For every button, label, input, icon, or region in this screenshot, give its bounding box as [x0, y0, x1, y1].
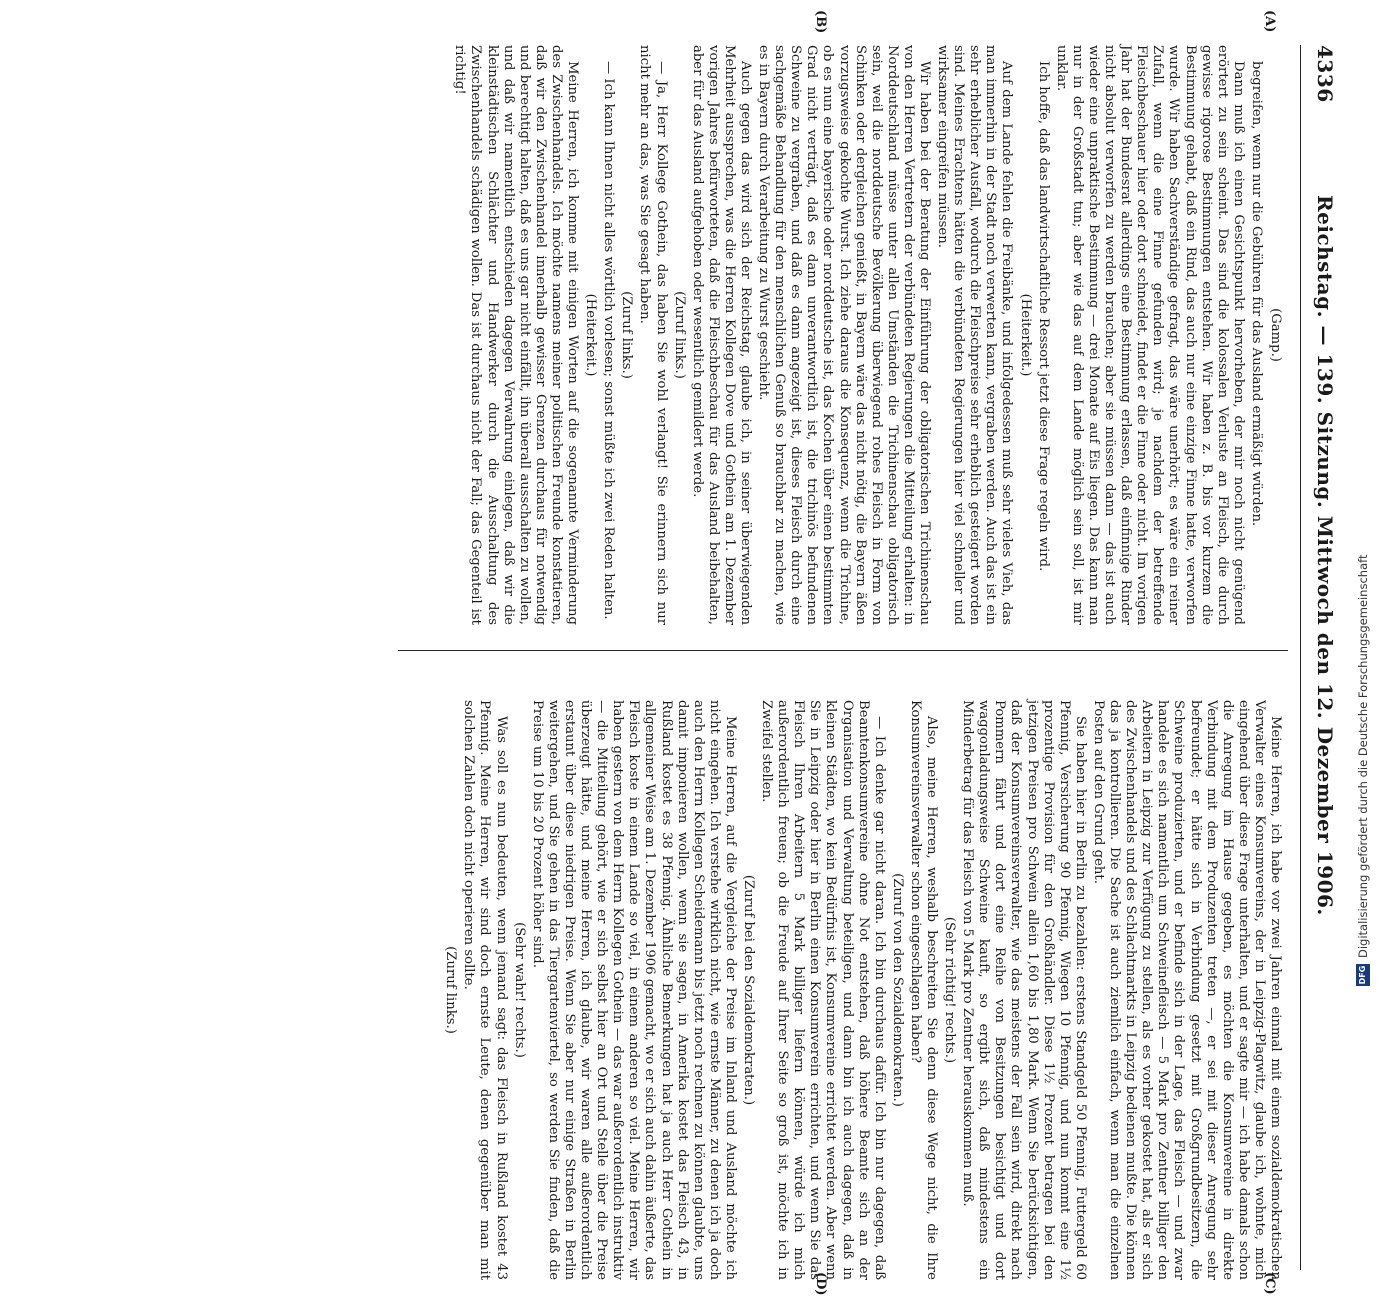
margin-mark-a: (A) [1262, 10, 1277, 33]
speaker-label: (Gamp.) [1268, 308, 1283, 362]
interjection: (Heiterkeit.) [1017, 293, 1033, 377]
paragraph: Also, meine Herren, weshalb beschreiten Sie denn diese Wege nicht, die Ihre Konsumvereinsverwalter schon eingeschlagen haben? [907, 700, 940, 1280]
paragraph: — Ich denke gar nicht daran. Ich bin durchaus dafür. Ich bin nur dagegen, daß Beamtenkonsumvereine ohne Not entstehen, daß höhere Beamte sich an der Organisation und Verwaltung beteiligen, und dann bin ich auch dagegen, daß in kleinen Städten, wo kein Bedürfnis ist, Konsumvereine errichtet werden. Aber wenn Sie in Leipzig oder hier in Berlin einen Konsumverein errichten, und wenn Sie das Fleisch Ihren Arbeitern 5 Mark billiger liefern können, würde ich mich außerordentlich freuen; ob die Freude auf Ihrer Seite so groß ist, möchte ich in Zweifel stellen. [759, 700, 887, 1280]
paragraph: Auch gegen das wird sich der Reichstag, glaube ich, in seiner überwiegenden Mehrheit aussprechen, was die Herren Kollegen Dove und Gothein am 1. Dezember vorigen Jahres befürworteten, daß die Fleischbeschau für das Ausland beibehalten, aber für das Ausland aufgehoben oder wesentlich gemildert werde. [689, 45, 753, 625]
paragraph: Ich hoffe, daß das landwirtschaftliche Ressort jetzt diese Frage regeln wird. [1035, 61, 1051, 572]
interjection: (Heiterkeit.) [583, 293, 599, 377]
interjection: (Zuruf links.) [443, 946, 459, 1034]
interjection: (Sehr richtig! rechts.) [942, 916, 958, 1064]
margin-mark-b: (B) [813, 10, 828, 34]
right-text-column [440, 700, 1283, 1280]
interjection: (Sehr wahr! rechts.) [511, 922, 527, 1058]
interjection: (Zuruf bei den Sozialdemokraten.) [741, 874, 756, 1106]
paragraph: — Ich kann Ihnen nicht alles wörtlich vorlesen; sonst müßte ich zwei Reden halten. [601, 61, 617, 620]
paragraph: Dann muß ich einen Gesichtspunkt hervorheben, der mir noch nicht genügend erörtert zu sein scheint. Das sind die kolossalen Verluste an Fleisch, die durch gewisse rigorose Bestimmungen entstehen. Wir haben z. B. bis vor kurzem die Bestimmung gehabt, daß ein Rind, das auch nur eine einzige Finne hatte, verworfen wurde. Wir haben Sachverständige gefragt, das wäre unerhört; es wäre ein reiner Zufall, wenn die eine Finne gefunden wird; je nachdem der betreffende Fleischbeschauer hier oder dort schneidet, findet er die Finne oder nicht. Im vorigen Jahr hat der Bundesrat allerdings eine Bestimmung erlassen, daß einfinnige Rinder nicht absolut verworfen zu werden brauchen; aber sie müssen dann — das ist auch wieder eine unpraktische Bestimmung — drei Monate auf Eis liegen. Das kann man nur in der Großstadt tun; aber wie das auf dem Lande möglich sein soll, ist mir unklar. [1053, 45, 1246, 625]
footer-text: Digitalisierung gefördert durch die Deutsche Forschungsgemeinschaft [1356, 554, 1370, 958]
paragraph: Sie haben hier in Berlin zu bezahlen: erstens Standgeld 50 Pfennig, Futtergeld 60 Pfennig, Versicherung 90 Pfennig, Wiegen 10 Pfennig, und nun kommt eine 1½ prozentige Provision für den Großhändler. Diese 1½ Prozent betragen bei den jetzigen Preisen pro Schwein allein 1,60 bis 1,80 Mark. Wenn Sie berücksichtigen, daß der Konsumvereinsverwalter, wie das meistens der Fall sein wird, direkt nach Pommern fährt und dort eine Reihe von Besitzungen besichtigt und dort waggonladungsweise Schweine kauft, so ergibt sich, daß mindestens ein Minderbetrag für das Fleisch von 5 Mark pro Zentner herauskommen muß. [960, 700, 1088, 1280]
paragraph: Wir haben bei der Beratung der Einführung der obligatorischen Trichinenschau von den Herren Vertretern der verbündeten Regierungen die Mitteilung erhalten: in Norddeutschland müsse unter allen Umständen die Trichinenschau obligatorisch sein, weil die norddeutsche Bevölkerung überwiegend rohes Fleisch in Form von Schinken oder dergleichen genießt, in Bayern wäre das nicht nötig, die Bayern äßen vorzugsweise gekochte Wurst. Ich ziehe daraus die Konsequenz, wenn die Trichine, ob es nun eine bayerische oder norddeutsche ist, das Kochen über einen bestimmten Grad nicht verträgt, daß es dann unverantwortlich ist, die trichinös befundenen Schweine zu vergraben, und daß es dann angezeigt ist, dieses Fleisch durch eine sachgemäße Behandlung für den menschlichen Genuß so brauchbar zu machen, wie es in Bayern durch Verarbeitung zu Wurst geschieht. [756, 45, 933, 625]
running-title: Reichstag. — 139. Sitzung. Mittwoch den 12. Dezember 1906. [1313, 195, 1337, 916]
paragraph: — Ja, Herr Kollege Gothein, das haben Sie wohl verlangt! Sie erinnern sich nur nicht mehr an das, was Sie gesagt haben. [637, 45, 669, 625]
header-rule [1300, 45, 1301, 1270]
interjection: (Zuruf links.) [671, 291, 687, 379]
paragraph: Auf dem Lande fehlen die Freibänke, und infolgedessen muß sehr vieles Vieh, das man immerhin in der Stadt noch verwerten kann, vergraben werden. Auch das ist ein sehr erheblicher Ausfall, wodurch die Fleischpreise sehr erheblich gesteigert worden sind. Meines Erachtens hätten die verbündeten Regierungen hier viel schneller und wirksamer eingreifen müssen. [935, 45, 1015, 625]
margin-mark-d: (D) [813, 1272, 828, 1296]
paragraph: Meine Herren, ich komme mit einigen Worten auf die sogenannte Verminderung des Zwischenhandels. Ich möchte namens meiner politischen Freunde konstatieren, daß wir den Zwischenhandel innerhalb gewisser Grenzen durchaus für notwendig und berechtigt halten, daß es uns gar nicht einfällt, ihn überall ausschalten zu wollen, und daß wir namentlich entschieden dagegen Verwahrung einlegen, daß wir die kleinstädtischen Schlächter und Handwerker durch die Ausschaltung des Zwischenhandels schädigen wollen. Das ist durchaus nicht der Fall; das Gegenteil ist richtig! [452, 45, 581, 625]
column-divider [398, 650, 1288, 651]
left-text-column [449, 45, 1283, 625]
interjection: (Zuruf von den Sozialdemokraten.) [889, 873, 905, 1107]
page-header [1309, 45, 1343, 1265]
margin-mark-c: (C) [1262, 1272, 1277, 1295]
paragraph: begreifen, wenn nur die Gebühren für das Ausland ermäßigt würden. [1248, 61, 1264, 527]
interjection: (Zuruf links.) [619, 291, 635, 379]
digitization-footer [1352, 0, 1374, 1000]
paragraph: Meine Herren, ich habe vor zwei Jahren einmal mit einem sozialdemokratischen Verwalter eines Konsumvereins, der in Leipzig-Plagwitz, glaube ich, wohnte, mich eingehend über diese Frage unterhalten, und er sagte mir — ich habe damals schon die Anregung im Hause gegeben, es möchten die Konsumvereine in direkte Verbindung mit dem Produzenten treten —, er sei mit dieser Anregung sehr befreundet; er hätte sich in Verbindung gesetzt mit Großgrundbesitzern, die Schweine produzierten, und er befinde sich in der Lage, das Fleisch — und zwar handele es sich namentlich um Schweinefleisch — 5 Mark pro Zentner billiger den Arbeitern in Leipzig zur Verfügung zu stellen, als es vorher gekostet hat, als er sich des Zwischenhandels und des Schlachtmarkts in Leipzig bedienen mußte. Die können das ja kontrollieren. Die Sache ist auch ziemlich einfach, wenn man die einzelnen Posten auf den Grund geht. [1090, 700, 1283, 1280]
dfg-logo: DFG [1356, 964, 1370, 986]
paragraph: Meine Herren, auf die Vergleiche der Preise im Inland und Ausland möchte ich nicht eingehen. Ich verstehe wirklich nicht, wie ernste Männer, zu denen ich ja doch auch den Herrn Kollegen Scheidemann bis jetzt noch rechnen zu können glaubte, uns damit imponieren wollen, wenn sie sagen, in Amerika kostet das Fleisch 43, in Rußland kostet es 38 Pfennig. Ähnliche Bemerkungen hat ja auch Herr Gothein in allgemeiner Weise am 1. Dezember 1906 gemacht, wo er sich auch dahin äußerte, das Fleisch koste in einem Lande so viel, in einem anderen so viel. Meine Herren, wir haben gestern von dem Herrn Kollegen Gothein — das war außerordentlich instruktiv — die Mitteilung gehört, wie er sich selbst hier an Ort und Stelle über die Preise überzeugt hätte, und meine Herren, ich glaube, wir waren alle außerordentlich erstaunt über diese niedrigen Preise. Wenn Sie aber nur einige Straßen in Berlin weitergehen, und Sie gehen in das Tiergartenviertel, so werden Sie finden, daß die Preise um 10 bis 20 Prozent höher sind. [529, 700, 738, 1280]
page-number: 4336 [1313, 45, 1337, 103]
paragraph: Was soll es nun bedeuten, wenn jemand sagt: das Fleisch in Rußland kostet 43 Pfennig. Meine Herren, wir sind doch ernste Leute, denen gegenüber man mit solchen Zahlen doch nicht operieren sollte. [461, 700, 509, 1280]
